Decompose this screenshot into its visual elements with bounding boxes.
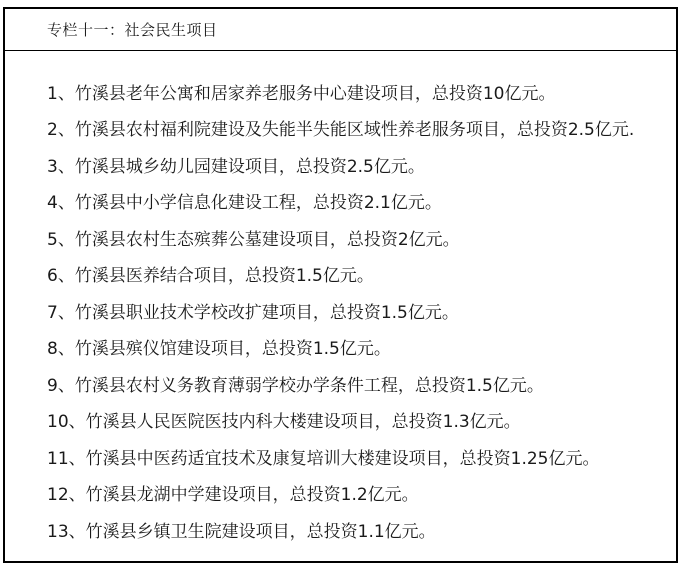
list-item: 12、竹溪县龙湖中学建设项目，总投资1.2亿元。: [47, 485, 419, 506]
list-item: 2、竹溪县农村福利院建设及失能半失能区域性养老服务项目，总投资2.5亿元.: [47, 120, 635, 141]
list-item: 9、竹溪县农村义务教育薄弱学校办学条件工程，总投资1.5亿元。: [47, 375, 544, 396]
column-title: 专栏十一：社会民生项目: [47, 21, 218, 39]
list-item: 5、竹溪县农村生态殡葬公墓建设项目，总投资2亿元。: [47, 229, 460, 250]
list-item: 7、竹溪县职业技术学校改扩建项目，总投资1.5亿元。: [47, 302, 459, 323]
list-item: 8、竹溪县殡仪馆建设项目，总投资1.5亿元。: [47, 339, 391, 360]
column-header: [5, 9, 676, 51]
list-item: 4、竹溪县中小学信息化建设工程，总投资2.1亿元。: [47, 193, 442, 214]
project-list: [5, 51, 676, 548]
list-item: 3、竹溪县城乡幼儿园建设项目，总投资2.5亿元。: [47, 156, 425, 177]
list-item: 13、竹溪县乡镇卫生院建设项目，总投资1.1亿元。: [47, 521, 436, 542]
column-box: [3, 7, 678, 563]
list-item: 10、竹溪县人民医院医技内科大楼建设项目，总投资1.3亿元。: [47, 412, 521, 433]
list-item: 11、竹溪县中医药适宜技术及康复培训大楼建设项目，总投资1.25亿元。: [47, 448, 600, 469]
list-item: 6、竹溪县医养结合项目，总投资1.5亿元。: [47, 266, 374, 287]
list-item: 1、竹溪县老年公寓和居家养老服务中心建设项目，总投资10亿元。: [47, 83, 556, 104]
